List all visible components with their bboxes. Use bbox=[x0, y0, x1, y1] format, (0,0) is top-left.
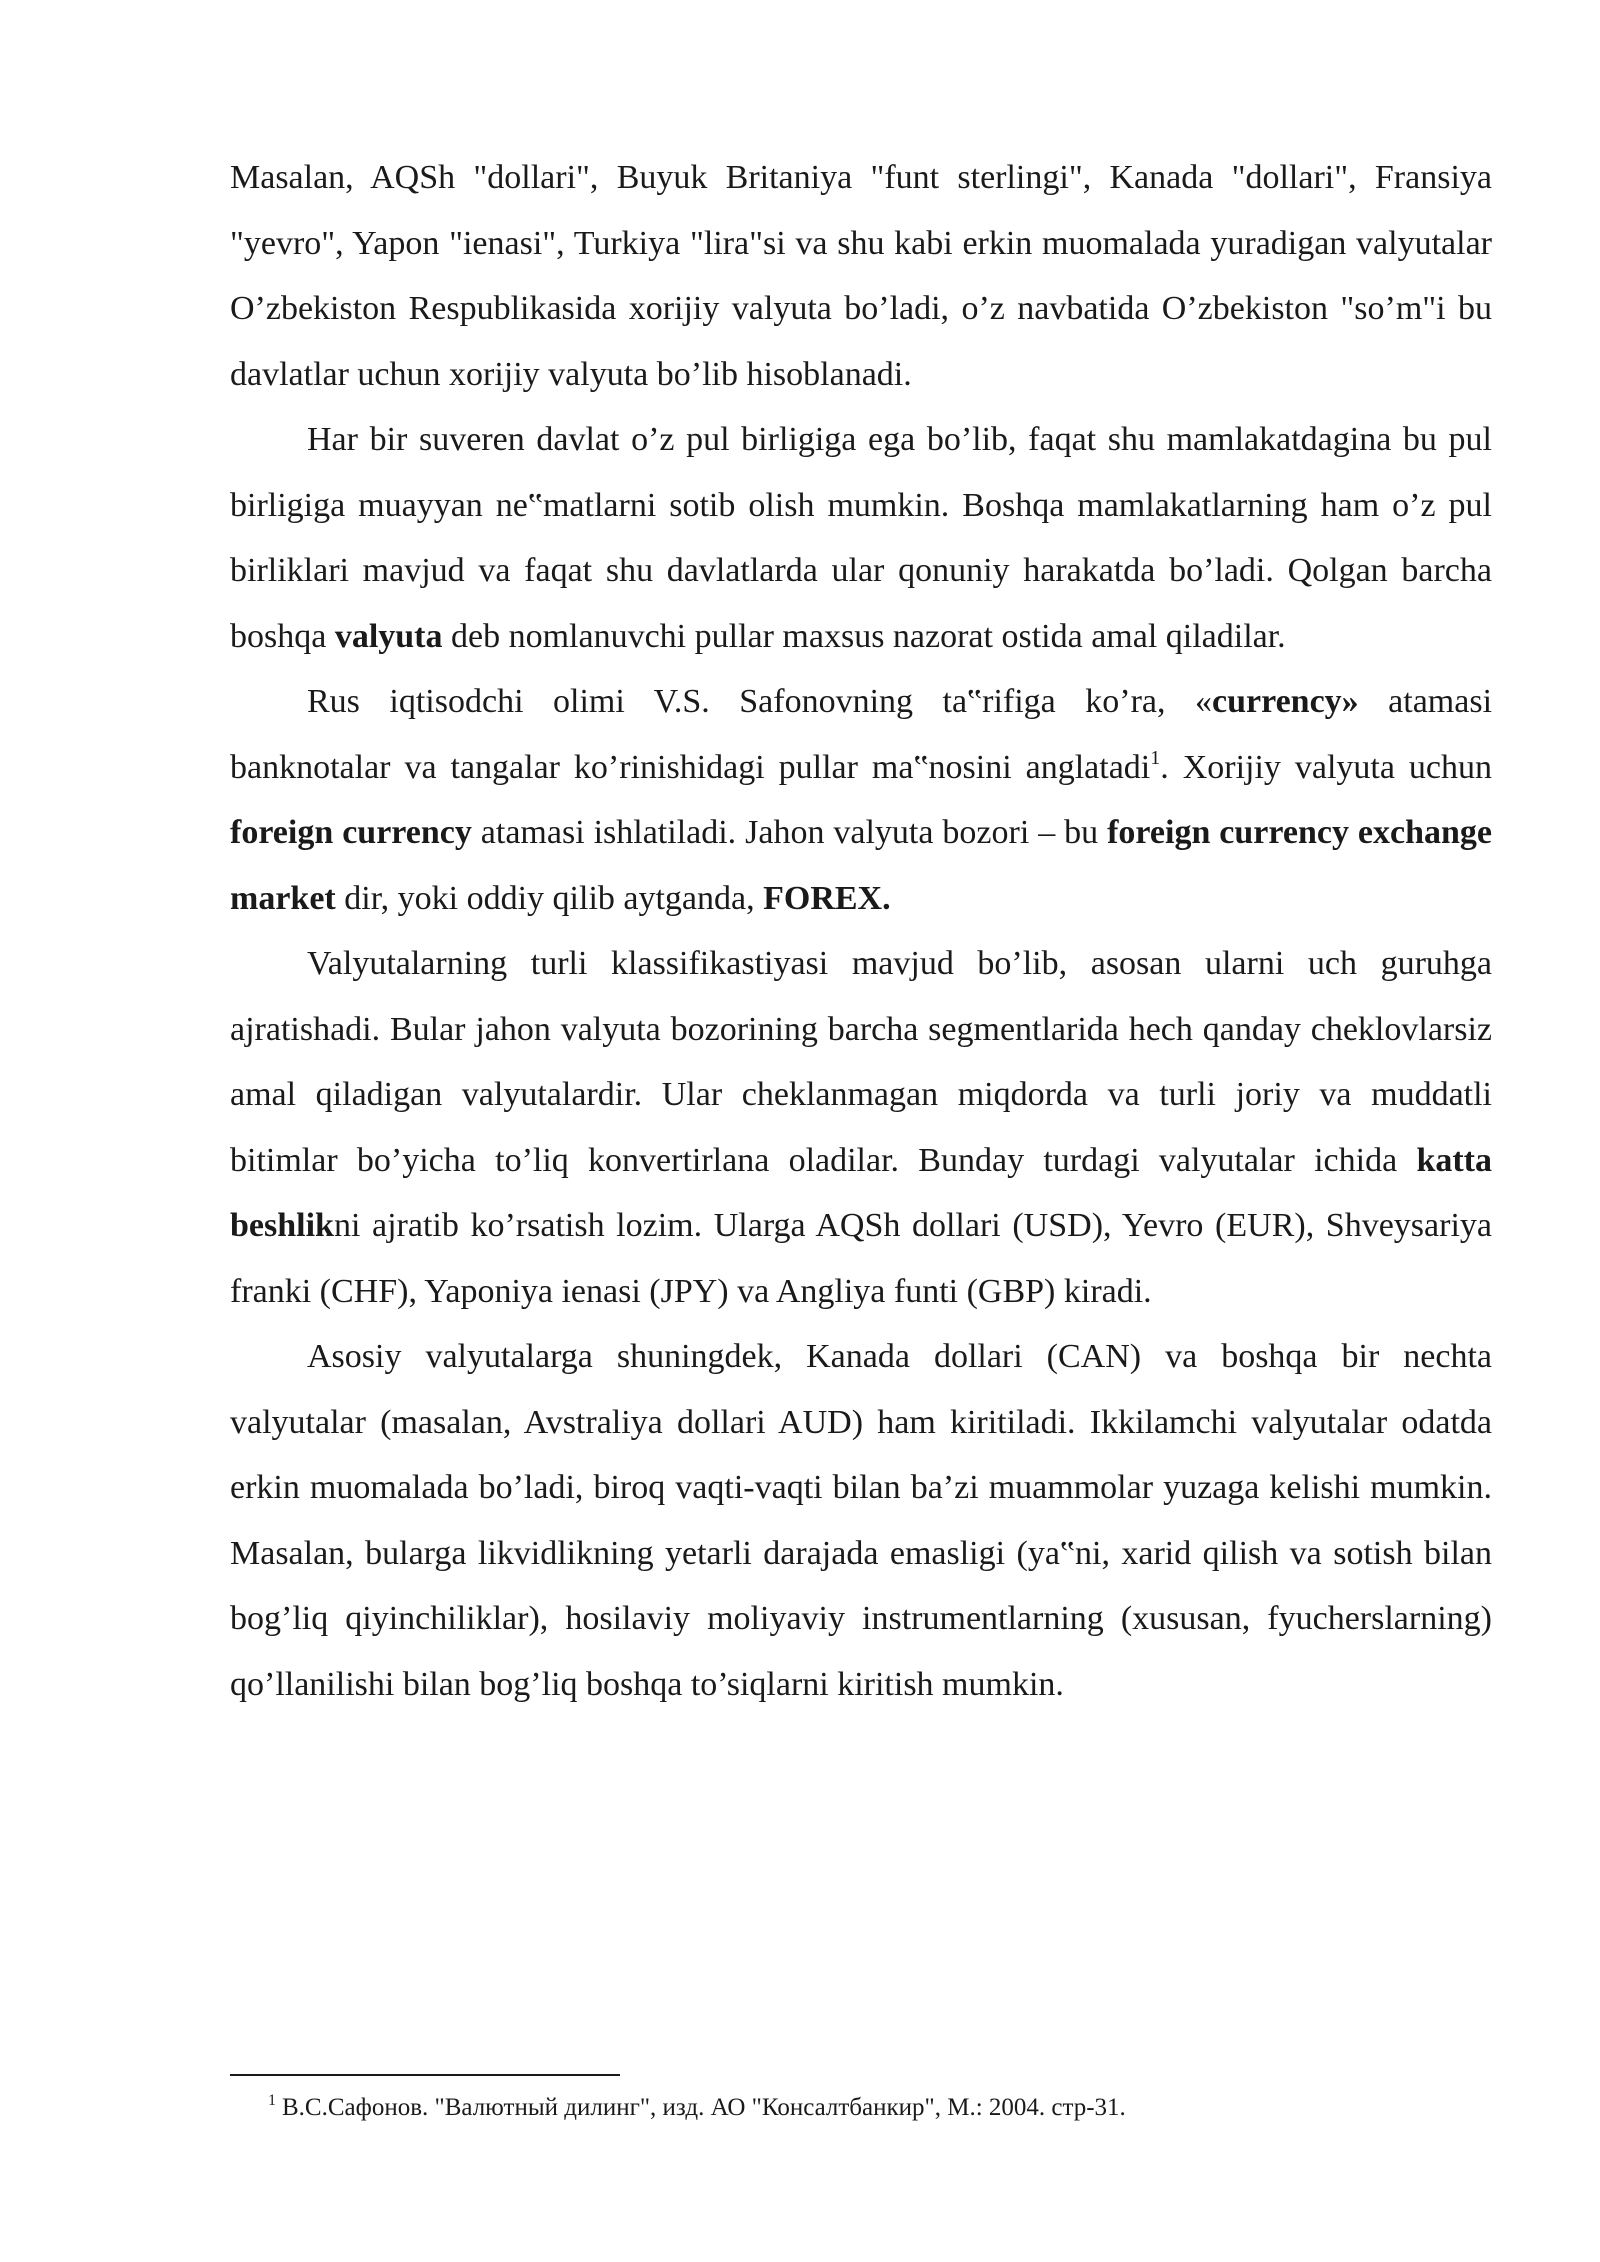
footnote-marker: 1 bbox=[268, 2092, 276, 2109]
paragraph-text: ni ajratib ko’rsatish lozim. Ularga AQSh dollari (USD), Yevro (EUR), Shveysariya franki (CHF), Yaponiya ienasi (JPY) va Angliya funti (GBP) kiradi. bbox=[230, 1207, 1492, 1310]
paragraph-text: dir, yoki oddiy qilib aytganda, bbox=[335, 879, 764, 917]
paragraph-text: Har bir suveren davlat o’z pul birligiga ega bo’lib, faqat shu mamlakatdagina bu pul birligiga muayyan ne‟matlarni sotib olish mumkin. Boshqa mamlakatlarning ham o’z pul birliklari mavjud va faqat shu davlatlarda ular qonuniy harakatda bo’ladi. Qolgan barcha boshqa bbox=[230, 421, 1492, 655]
paragraph-text: atamasi banknotalar va tangalar ko’rinishidagi pullar ma‟nosini anglatadi bbox=[230, 683, 1493, 786]
footnote bbox=[268, 2090, 1468, 2126]
bold-term: valyuta bbox=[334, 617, 443, 655]
paragraph-text: atamasi ishlatiladi. Jahon valyuta bozori – bu bbox=[471, 814, 1108, 851]
paragraph bbox=[230, 407, 1492, 669]
bold-term: katta beshlik bbox=[230, 1141, 1492, 1244]
footnote-separator bbox=[230, 2074, 620, 2076]
footnote-text: В.С.Сафонов. "Валютный дилинг", изд. АО "Консалтбанкир", М.: 2004. стр-31. bbox=[282, 2094, 1126, 2121]
paragraph bbox=[230, 931, 1492, 1324]
paragraph bbox=[230, 1324, 1492, 1717]
bold-term: foreign currency bbox=[230, 814, 472, 851]
footnote-reference: 1 bbox=[1150, 746, 1161, 769]
paragraph-text: Masalan, AQSh "dollari", Buyuk Britaniya "funt sterlingi", Kanada "dollari", Fransiya "yevro", Yapon "ienasi", Turkiya "lira"si va shu kabi erkin muomalada yuradigan valyutalar O’zbekiston Respublikasida xorijiy valyuta bo’ladi, o’z navbatida O’zbekiston "so’m"i bu davlatlar uchun xorijiy valyuta bo’lib hisoblanadi. bbox=[230, 159, 1492, 393]
bold-term: FOREX. bbox=[763, 879, 891, 917]
paragraph-text: Valyutalarning turli klassifikastiyasi mavjud bo’lib, asosan ularni uch guruhga ajratishadi. Bular jahon valyuta bozorining barcha segmentlarida hech qanday cheklovlarsiz amal qiladigan valyutalardir. Ular cheklanmagan miqdorda va turli joriy va muddatli bitimlar bo’yicha to’liq konvertirlana oladilar. Bunday turdagi valyutalar ichida bbox=[230, 945, 1492, 1179]
paragraph bbox=[230, 669, 1492, 931]
document-body bbox=[230, 145, 1492, 1717]
paragraph-text: deb nomlanuvchi pullar maxsus nazorat ostida amal qiladilar. bbox=[442, 617, 1286, 655]
paragraph-text: Asosiy valyutalarga shuningdek, Kanada dollari (CAN) va boshqa bir nechta valyutalar (masalan, Avstraliya dollari AUD) ham kiritiladi. Ikkilamchi valyutalar odatda erkin muomalada bo’ladi, biroq vaqti-vaqti bilan ba’zi muammolar yuzaga kelishi mumkin. Masalan, bularga likvidlikning yetarli darajada emasligi (ya‟ni, xarid qilish va sotish bilan bog’liq qiyinchiliklar), hosilaviy moliyaviy instrumentlarning (xususan, fyucherslarning) qo’llanilishi bilan bog’liq boshqa to’siqlarni kiritish mumkin. bbox=[230, 1338, 1492, 1703]
bold-term: currency» bbox=[1212, 683, 1359, 720]
paragraph-text: Rus iqtisodchi olimi V.S. Safonovning ta‟rifiga ko’ra, « bbox=[307, 683, 1212, 720]
paragraph-text: . Xorijiy valyuta uchun bbox=[1160, 748, 1492, 786]
bold-term: foreign currency exchange market bbox=[230, 814, 1492, 917]
paragraph bbox=[230, 145, 1492, 407]
